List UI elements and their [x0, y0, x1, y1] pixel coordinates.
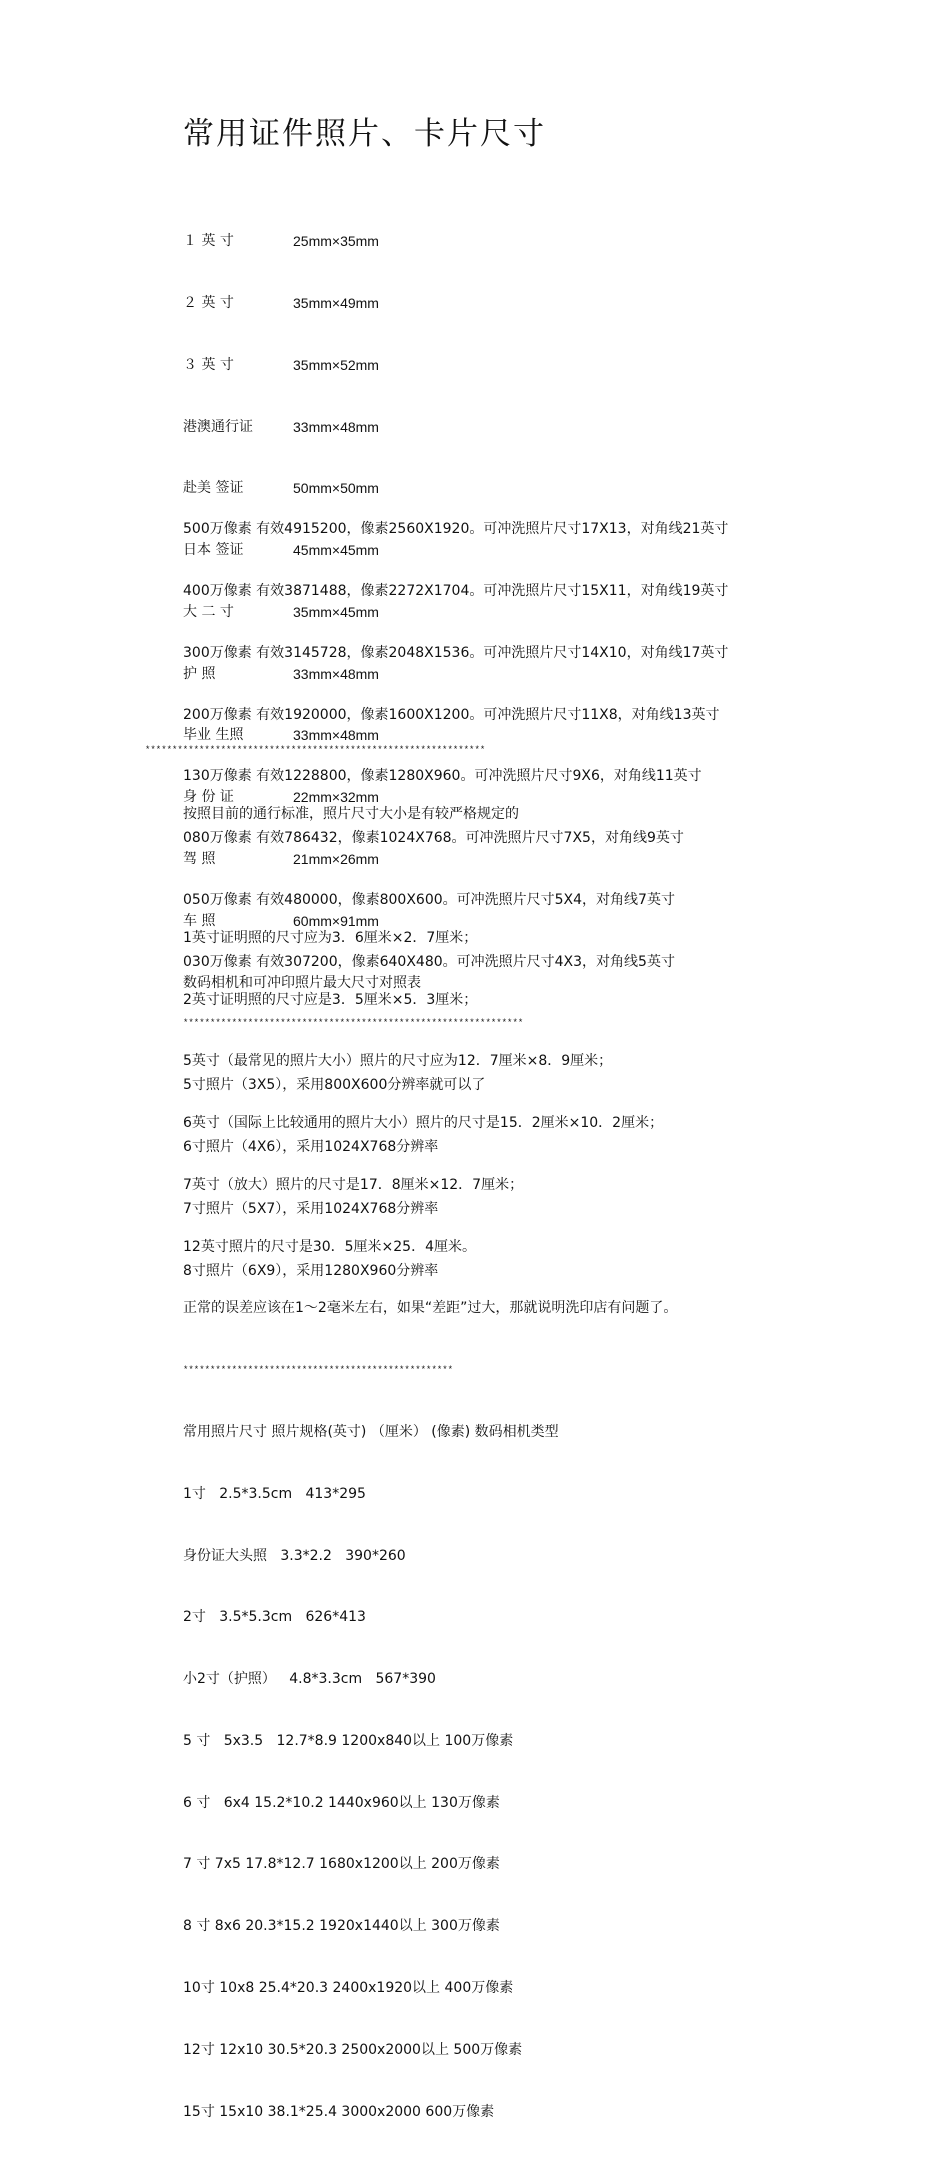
standard-line: 正常的误差应该在1～2毫米左右，如果“差距”过大，那就说明洗印店有问题了。 [183, 1300, 678, 1317]
standard-line: 12英寸照片的尺寸是30．5厘米×25．4厘米。 [183, 1238, 476, 1255]
spec-name: 大 二 寸 [183, 603, 234, 620]
spec-size: 50mm×50mm [293, 480, 379, 497]
pixel-line: 050万像素 有效480000，像素800X600。可冲洗照片尺寸5X4，对角线7英寸 [183, 891, 675, 908]
standard-line: 5英寸（最常见的照片大小）照片的尺寸应为12．7厘米×8．9厘米； [183, 1053, 613, 1070]
pixel-line: 080万像素 有效786432，像素1024X768。可冲洗照片尺寸7X5，对角线9英寸 [183, 830, 684, 847]
spec-size: 35mm×45mm [293, 603, 379, 620]
spec-name: 车 照 [183, 912, 216, 929]
resolution-line: 8寸照片（6X9），采用1280X960分辨率 [183, 1262, 439, 1279]
spec-name: 日本 签证 [183, 542, 244, 559]
pixel-line: 400万像素 有效3871488，像素2272X1704。可冲洗照片尺寸15X11，对角线19英寸 [183, 582, 729, 599]
table-row: 身份证大头照 3.3*2.2 390*260 [183, 1547, 406, 1564]
standard-section [183, 763, 677, 2163]
spec-name: ２ 英 寸 [183, 294, 234, 311]
spec-size: 21mm×26mm [293, 851, 379, 867]
standard-line: 7英寸（放大）照片的尺寸是17．8厘米×12．7厘米； [183, 1176, 524, 1193]
spec-name: 护 照 [183, 665, 216, 682]
table-row: 10寸 10x8 25.4*20.3 2400x1920以上 400万像素 [183, 1980, 514, 1997]
table-row: 5 寸 5x3.5 12.7*8.9 1200x840以上 100万像素 [183, 1732, 514, 1749]
pixel-line: 130万像素 有效1228800，像素1280X960。可冲洗照片尺寸9X6，对角线11英寸 [183, 768, 702, 785]
pixel-line: 500万像素 有效4915200，像素2560X1920。可冲洗照片尺寸17X13，对角线21英寸 [183, 521, 729, 538]
page-title: 常用证件照片、卡片尺寸 [183, 116, 546, 152]
spec-name: 赴美 签证 [183, 480, 244, 497]
spec-size: 33mm×48mm [293, 418, 379, 435]
spec-name: 毕业 生照 [183, 727, 244, 744]
spec-row [183, 231, 421, 252]
resolution-line: 7寸照片（5X7），采用1024X768分辨率 [183, 1200, 439, 1217]
spec-size: 35mm×52mm [293, 356, 379, 373]
table-row: 2寸 3.5*5.3cm 626*413 [183, 1609, 366, 1626]
spec-row [183, 355, 421, 376]
spec-size: 33mm×48mm [293, 665, 379, 682]
spec-size: 35mm×49mm [293, 294, 379, 311]
resolution-line: 5寸照片（3X5），采用800X600分辨率就可以了 [183, 1077, 486, 1094]
table-row: 6 寸 6x4 15.2*10.2 1440x960以上 130万像素 [183, 1794, 500, 1811]
standard-heading: 按照目前的通行标准，照片尺寸大小是有较严格规定的 [183, 806, 519, 823]
spec-size: 33mm×48mm [293, 727, 379, 744]
spec-row [183, 417, 421, 438]
standard-line: 1英寸证明照的尺寸应为3．6厘米×2．7厘米； [183, 929, 478, 946]
spec-size: 25mm×35mm [293, 233, 379, 250]
star-divider: *************************************************************** [183, 1018, 524, 1029]
spec-name: 港澳通行证 [183, 418, 253, 435]
pixel-line: 030万像素 有效307200，像素640X480。可冲洗照片尺寸4X3，对角线5英寸 [183, 953, 675, 970]
blank-line [183, 866, 677, 887]
star-divider: ************************************************** [183, 1365, 454, 1376]
spec-row [183, 293, 421, 314]
compare-heading: 数码相机和可冲印照片最大尺寸对照表 [183, 974, 421, 991]
spec-name: ３ 英 寸 [183, 356, 234, 373]
standard-line: 2英寸证明照的尺寸应是3．5厘米×5．3厘米； [183, 991, 478, 1008]
spec-name: 身 份 证 [183, 789, 234, 806]
spec-name: １ 英 寸 [183, 233, 234, 250]
standard-line: 6英寸（国际上比较通用的照片大小）照片的尺寸是15．2厘米×10．2厘米； [183, 1115, 664, 1132]
resolution-line: 6寸照片（4X6），采用1024X768分辨率 [183, 1139, 439, 1155]
table-header: 常用照片尺寸 照片规格(英寸) （厘米） (像素) 数码相机类型 [183, 1424, 559, 1440]
spec-size: 60mm×91mm [293, 912, 379, 929]
pixel-line: 300万像素 有效3145728，像素2048X1536。可冲洗照片尺寸14X10，对角线17英寸 [183, 644, 729, 661]
spec-name: 驾 照 [183, 851, 216, 867]
table-row: 12寸 12x10 30.5*20.3 2500x2000以上 500万像素 [183, 2041, 523, 2058]
star-divider-wide: *************************************************************** [145, 745, 486, 755]
spec-size: 22mm×32mm [293, 789, 379, 806]
spec-size: 45mm×45mm [293, 542, 379, 559]
table-row: 15寸 15x10 38.1*25.4 3000x2000 600万像素 [183, 2103, 495, 2120]
pixel-line: 200万像素 有效1920000，像素1600X1200。可冲洗照片尺寸11X8，对角线13英寸 [183, 706, 720, 723]
table-row: 1寸 2.5*3.5cm 413*295 [183, 1485, 366, 1502]
table-row: 小2寸（护照） 4.8*3.3cm 567*390 [183, 1671, 436, 1688]
table-row: 7 寸 7x5 17.8*12.7 1680x1200以上 200万像素 [183, 1856, 500, 1873]
table-row: 8 寸 8x6 20.3*15.2 1920x1440以上 300万像素 [183, 1918, 500, 1935]
